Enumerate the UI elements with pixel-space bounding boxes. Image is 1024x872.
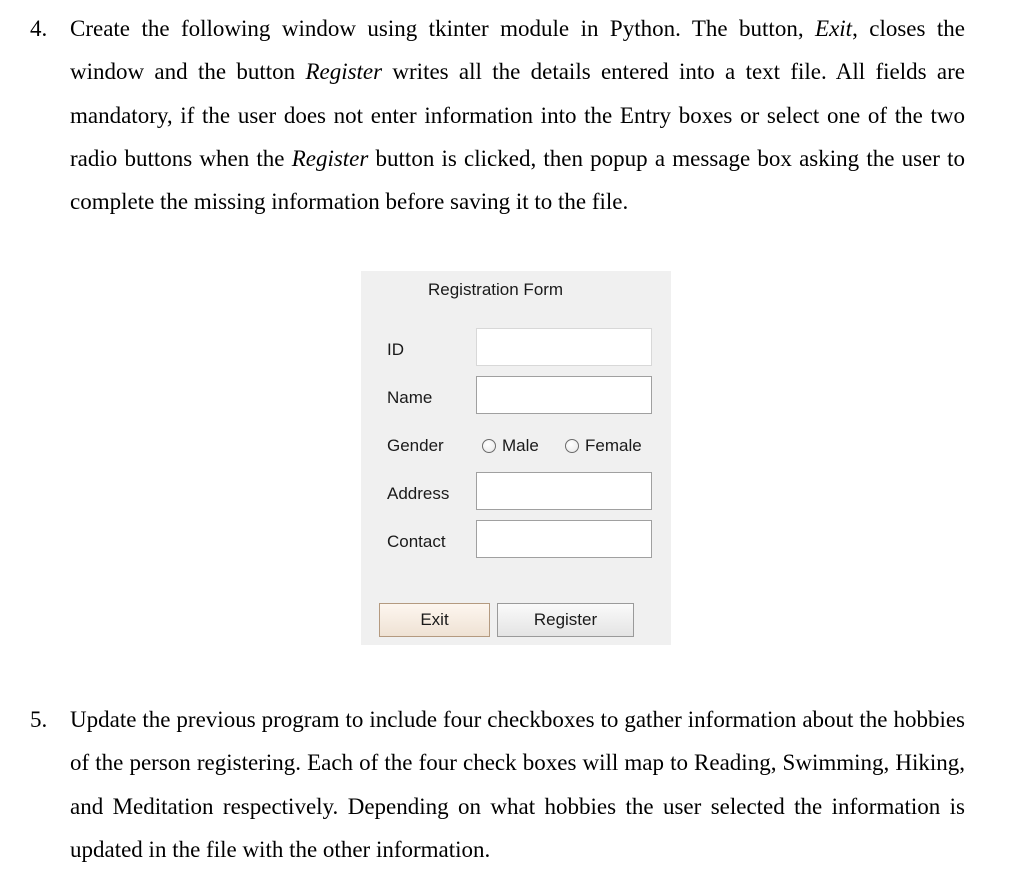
- radio-circle-icon: [482, 439, 496, 453]
- female-radio-label: Female: [585, 436, 642, 455]
- id-entry[interactable]: [476, 328, 652, 366]
- gender-label: Gender: [387, 436, 444, 455]
- question-number: 5.: [30, 707, 48, 732]
- name-entry[interactable]: [476, 376, 652, 414]
- address-label: Address: [387, 484, 450, 503]
- exit-button[interactable]: Exit: [379, 603, 490, 637]
- name-label: Name: [387, 388, 433, 407]
- contact-entry[interactable]: [476, 520, 652, 558]
- radio-circle-icon: [565, 439, 579, 453]
- male-radio[interactable]: [482, 436, 539, 456]
- contact-label: Contact: [387, 532, 446, 551]
- question-text: Create the following window using tkinter module in Python. The button, Exit, closes the window and the button Register writes all the details entered into a text file. All fields are mandatory, if the user does not enter information into the Entry boxes or select one of the two radio buttons when the Register button is clicked, then popup a message box asking the user to complete the missing information before saving it to the file.: [70, 16, 966, 215]
- question-number: 4.: [30, 16, 48, 41]
- form-title: Registration Form: [428, 280, 564, 299]
- question-text: Update the previous program to include four checkboxes to gather information about the hobbies of the person registering. Each of the four check boxes will map to Reading, Swimming, Hiking, and Meditation respectively. Depending on what hobbies the user selected the information is updated in the file with the other information.: [70, 707, 965, 862]
- male-radio-label: Male: [502, 436, 539, 455]
- id-label: ID: [387, 340, 404, 359]
- address-entry[interactable]: [476, 472, 652, 510]
- female-radio[interactable]: [565, 436, 642, 456]
- registration-form-window: [361, 271, 671, 645]
- register-button[interactable]: Register: [497, 603, 634, 637]
